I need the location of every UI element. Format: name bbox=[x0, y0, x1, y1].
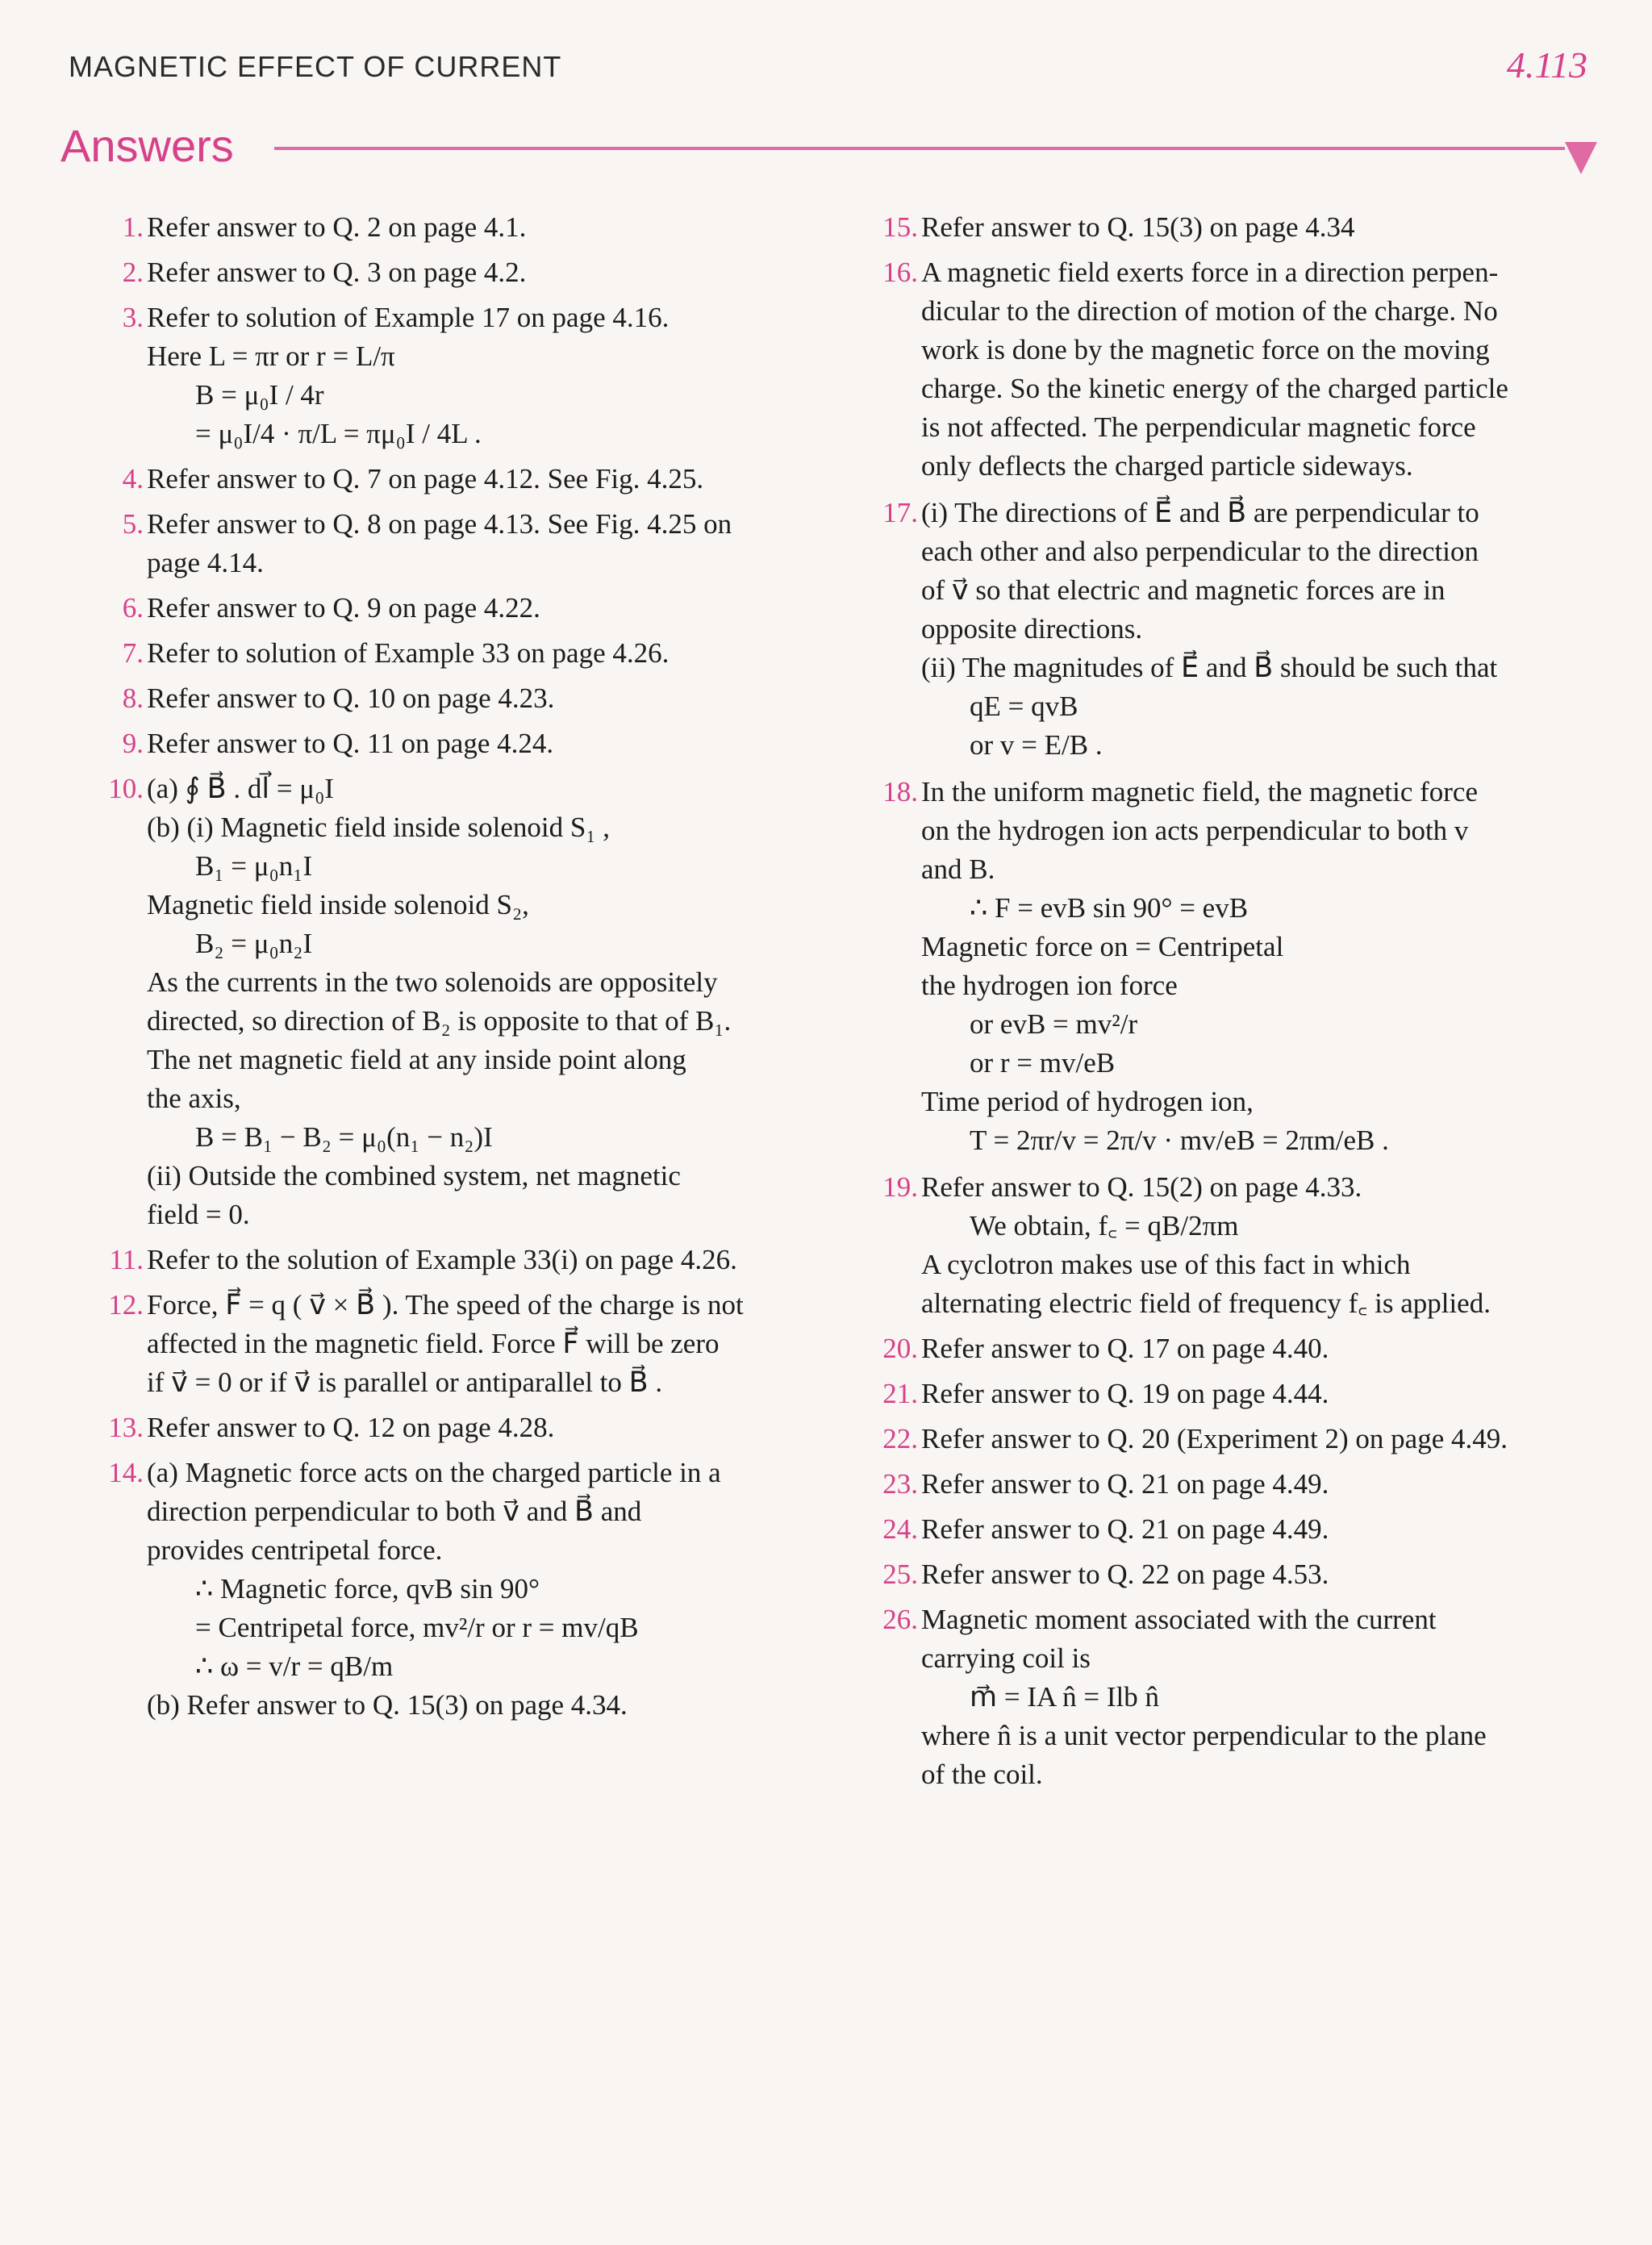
answer-line: directed, so direction of B₂ is opposite to that of B₁. bbox=[147, 1005, 732, 1037]
answer-line: field = 0. bbox=[147, 1199, 250, 1230]
answer-line: work is done by the magnetic force on the moving bbox=[921, 334, 1490, 365]
answer-number: 24. bbox=[882, 1513, 918, 1545]
answer-line: Refer answer to Q. 10 on page 4.23. bbox=[147, 682, 555, 714]
answer-line: Magnetic force on = Centripetal bbox=[921, 931, 1284, 962]
answer-line: Refer answer to Q. 3 on page 4.2. bbox=[147, 257, 527, 288]
answer-item bbox=[871, 773, 1597, 1160]
right-column bbox=[871, 208, 1597, 1801]
answer-line: carrying coil is bbox=[921, 1642, 1091, 1674]
answer-line: B₂ = μ₀n₂I bbox=[195, 928, 313, 959]
answer-number: 7. bbox=[122, 637, 144, 669]
answer-line: (a) Magnetic force acts on the charged particle in a bbox=[147, 1457, 721, 1488]
answer-line: Refer answer to Q. 21 on page 4.49. bbox=[921, 1468, 1329, 1500]
answer-line: Refer answer to Q. 19 on page 4.44. bbox=[921, 1378, 1329, 1409]
answer-item bbox=[97, 1408, 823, 1447]
answer-line: charge. So the kinetic energy of the charged particle bbox=[921, 373, 1508, 404]
answer-line: Time period of hydrogen ion, bbox=[921, 1086, 1254, 1117]
answer-line: (b) (i) Magnetic field inside solenoid S₁ , bbox=[147, 812, 611, 843]
answer-item bbox=[871, 1168, 1597, 1323]
answer-line: Refer answer to Q. 20 (Experiment 2) on page 4.49. bbox=[921, 1423, 1508, 1454]
answer-line: is not affected. The perpendicular magnetic force bbox=[921, 411, 1476, 443]
answer-number: 21. bbox=[882, 1378, 918, 1409]
answer-line: (i) The directions of E⃗ and B⃗ are perpendicular to bbox=[921, 497, 1479, 528]
answer-line: Refer answer to Q. 9 on page 4.22. bbox=[147, 592, 540, 624]
triangle-marker-icon bbox=[1565, 142, 1597, 174]
answer-item bbox=[97, 298, 823, 453]
answer-line: Refer to solution of Example 17 on page 4.16. bbox=[147, 302, 670, 333]
answer-number: 4. bbox=[122, 463, 144, 494]
answer-number: 25. bbox=[882, 1559, 918, 1590]
answer-number: 23. bbox=[882, 1468, 918, 1500]
answer-line: Refer answer to Q. 17 on page 4.40. bbox=[921, 1333, 1329, 1364]
answer-line: and B. bbox=[921, 853, 995, 885]
answer-line: Refer answer to Q. 21 on page 4.49. bbox=[921, 1513, 1329, 1545]
answer-line: opposite directions. bbox=[921, 613, 1143, 645]
answer-item bbox=[97, 770, 823, 1234]
answer-line: (ii) Outside the combined system, net magnetic bbox=[147, 1160, 681, 1191]
answer-line: provides centripetal force. bbox=[147, 1534, 443, 1566]
answer-line: Magnetic moment associated with the current bbox=[921, 1604, 1437, 1635]
answer-line: Refer answer to Q. 11 on page 4.24. bbox=[147, 728, 554, 759]
running-header: MAGNETIC EFFECT OF CURRENT bbox=[69, 50, 562, 83]
answer-line: Refer answer to Q. 7 on page 4.12. See Fig. 4.25. bbox=[147, 463, 704, 494]
answer-item bbox=[871, 253, 1597, 486]
answer-number: 9. bbox=[122, 728, 144, 759]
answer-line: Refer answer to Q. 22 on page 4.53. bbox=[921, 1559, 1329, 1590]
answer-line: Refer answer to Q. 12 on page 4.28. bbox=[147, 1412, 555, 1443]
answer-item bbox=[97, 1241, 823, 1279]
answer-line: As the currents in the two solenoids are oppositely bbox=[147, 966, 718, 998]
answer-line: each other and also perpendicular to the direction bbox=[921, 536, 1479, 567]
section-title: Answers bbox=[60, 120, 234, 171]
answer-item bbox=[871, 1420, 1597, 1458]
answer-line: the axis, bbox=[147, 1083, 241, 1114]
answer-line: We obtain, f꜀ = qB/2πm bbox=[970, 1210, 1239, 1241]
answer-line: if v⃗ = 0 or if v⃗ is parallel or antiparallel to B⃗ . bbox=[147, 1367, 663, 1398]
answer-item bbox=[871, 494, 1597, 765]
answer-item bbox=[97, 1286, 823, 1402]
answer-line: Refer to the solution of Example 33(i) on page 4.26. bbox=[147, 1244, 737, 1275]
answer-item bbox=[871, 1555, 1597, 1594]
answer-line: or r = mv/eB bbox=[970, 1047, 1116, 1079]
answer-line: or evB = mv²/r bbox=[970, 1008, 1138, 1040]
answer-item bbox=[871, 208, 1597, 247]
answer-line: Magnetic field inside solenoid S₂, bbox=[147, 889, 529, 920]
answer-line: In the uniform magnetic field, the magnetic force bbox=[921, 776, 1479, 807]
answer-number: 6. bbox=[122, 592, 144, 624]
answer-number: 2. bbox=[122, 257, 144, 288]
answer-line: ∴ Magnetic force, qvB sin 90° bbox=[195, 1573, 540, 1604]
answer-item bbox=[97, 1454, 823, 1725]
answer-number: 3. bbox=[122, 302, 144, 333]
answer-number: 16. bbox=[882, 257, 918, 288]
answer-number: 20. bbox=[882, 1333, 918, 1364]
answer-number: 5. bbox=[122, 508, 144, 540]
answer-item bbox=[97, 505, 823, 582]
answer-item bbox=[871, 1600, 1597, 1794]
left-column bbox=[97, 208, 823, 1731]
answer-item bbox=[97, 208, 823, 247]
answer-number: 12. bbox=[108, 1289, 144, 1321]
answer-number: 1. bbox=[122, 211, 144, 243]
answer-line: A cyclotron makes use of this fact in which bbox=[921, 1249, 1411, 1280]
answer-line: (ii) The magnitudes of E⃗ and B⃗ should be such that bbox=[921, 652, 1498, 683]
answer-line: on the hydrogen ion acts perpendicular to both v bbox=[921, 815, 1469, 846]
answer-number: 19. bbox=[882, 1171, 918, 1203]
answer-line: Refer to solution of Example 33 on page 4.26. bbox=[147, 637, 670, 669]
answer-line: or v = E/B . bbox=[970, 729, 1103, 761]
answer-line: ∴ ω = v/r = qB/m bbox=[195, 1650, 394, 1682]
answer-number: 18. bbox=[882, 776, 918, 807]
answer-number: 17. bbox=[882, 497, 918, 528]
answer-line: dicular to the direction of motion of the charge. No bbox=[921, 295, 1498, 327]
answer-line: T = 2πr/v = 2π/v · mv/eB = 2πm/eB . bbox=[970, 1125, 1389, 1156]
title-rule bbox=[274, 147, 1565, 150]
answer-number: 22. bbox=[882, 1423, 918, 1454]
answer-number: 11. bbox=[109, 1244, 144, 1275]
answer-line: = μ₀I/4 · π/L = πμ₀I / 4L . bbox=[195, 418, 482, 449]
answer-line: page 4.14. bbox=[147, 547, 264, 578]
answer-line: Refer answer to Q. 15(3) on page 4.34 bbox=[921, 211, 1355, 243]
answer-line: m⃗ = IA n̂ = Ilb n̂ bbox=[970, 1681, 1159, 1713]
answer-number: 10. bbox=[108, 773, 144, 804]
answer-line: Refer answer to Q. 2 on page 4.1. bbox=[147, 211, 527, 243]
answer-line: Refer answer to Q. 15(2) on page 4.33. bbox=[921, 1171, 1362, 1203]
answer-line: alternating electric field of frequency f꜀ is applied. bbox=[921, 1287, 1491, 1319]
answer-item bbox=[871, 1465, 1597, 1504]
answer-line: ∴ F = evB sin 90° = evB bbox=[970, 892, 1249, 924]
answer-line: B = B₁ − B₂ = μ₀(n₁ − n₂)I bbox=[195, 1121, 493, 1153]
answer-line: the hydrogen ion force bbox=[921, 970, 1178, 1001]
answer-item bbox=[97, 460, 823, 499]
answer-line: where n̂ is a unit vector perpendicular to the plane bbox=[921, 1720, 1487, 1751]
answer-item bbox=[97, 589, 823, 628]
answer-line: only deflects the charged particle sideways. bbox=[921, 450, 1413, 482]
answer-line: (b) Refer answer to Q. 15(3) on page 4.34. bbox=[147, 1689, 628, 1721]
answer-item bbox=[97, 679, 823, 718]
answer-item bbox=[97, 634, 823, 673]
answer-line: = Centripetal force, mv²/r or r = mv/qB bbox=[195, 1612, 639, 1643]
answer-line: Force, F⃗ = q ( v⃗ × B⃗ ). The speed of the charge is not bbox=[147, 1289, 744, 1321]
answer-line: The net magnetic field at any inside point along bbox=[147, 1044, 686, 1075]
answer-number: 14. bbox=[108, 1457, 144, 1488]
answer-number: 13. bbox=[108, 1412, 144, 1443]
answer-line: Refer answer to Q. 8 on page 4.13. See Fig. 4.25 on bbox=[147, 508, 732, 540]
answer-line: affected in the magnetic field. Force F⃗ will be zero bbox=[147, 1328, 720, 1359]
answer-number: 8. bbox=[122, 682, 144, 714]
answer-line: of the coil. bbox=[921, 1759, 1043, 1790]
page-number: 4.113 bbox=[1506, 44, 1587, 86]
answer-line: B₁ = μ₀n₁I bbox=[195, 850, 313, 882]
answer-line: B = μ₀I / 4r bbox=[195, 379, 324, 411]
answer-line: Here L = πr or r = L/π bbox=[147, 340, 395, 372]
answer-item bbox=[871, 1329, 1597, 1368]
answer-line: (a) ∮ B⃗ . dl⃗ = μ₀I bbox=[147, 773, 334, 804]
answer-number: 26. bbox=[882, 1604, 918, 1635]
answer-item bbox=[871, 1375, 1597, 1413]
answer-number: 15. bbox=[882, 211, 918, 243]
answer-line: A magnetic field exerts force in a direction perpen- bbox=[921, 257, 1499, 288]
answer-line: of v⃗ so that electric and magnetic forces are in bbox=[921, 574, 1446, 606]
answer-item bbox=[97, 253, 823, 292]
answer-line: direction perpendicular to both v⃗ and B⃗ and bbox=[147, 1496, 642, 1527]
answer-item bbox=[97, 724, 823, 763]
answer-item bbox=[871, 1510, 1597, 1549]
answer-line: qE = qvB bbox=[970, 691, 1078, 722]
